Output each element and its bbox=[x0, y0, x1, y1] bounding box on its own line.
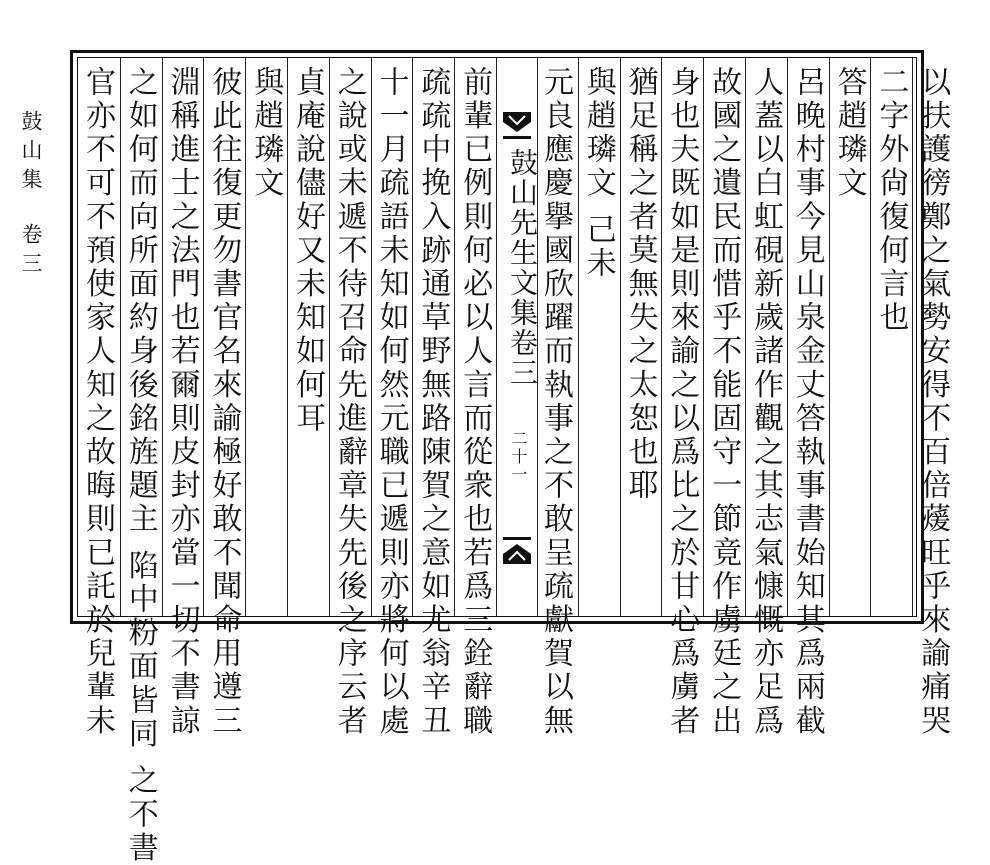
right-column bbox=[578, 58, 620, 616]
left-column bbox=[287, 58, 329, 616]
right-column bbox=[620, 58, 662, 616]
page-frame bbox=[70, 50, 951, 865]
column-text: 十一月疏語未知如何然元職已遞則亦將何以處 bbox=[373, 66, 409, 738]
column-text: 疏疏中挽入跡通草野無路陳賀之意如尤翁辛丑 bbox=[415, 66, 451, 738]
column-text: 與趙璘文 bbox=[248, 66, 284, 201]
left-column bbox=[203, 58, 245, 738]
right-column bbox=[703, 58, 745, 738]
column-text: 元良應慶擧國欣躍而執事之不敢呈疏獻賀以無 bbox=[538, 66, 573, 738]
gutter-title: 鼓山先生文集卷三 bbox=[506, 148, 539, 388]
column-text: 猶足稱之者莫無失之太恕也耶 bbox=[622, 66, 658, 503]
column-text: 身也夫既如是則來諭之以爲比之於甘心爲虜者 bbox=[664, 66, 700, 738]
right-column bbox=[661, 58, 703, 738]
right-column bbox=[787, 58, 829, 738]
column-text: 官亦不可不預使家人知之故晦則已託於兒輩未 bbox=[80, 66, 115, 738]
left-column bbox=[371, 58, 413, 738]
left-column bbox=[78, 58, 120, 738]
gutter bbox=[496, 58, 538, 616]
page-number: 二十一 bbox=[509, 430, 528, 484]
volume-title: 卷三 bbox=[19, 223, 43, 281]
column-text: 以扶護徬鄭之氣勢安得不百倍蕿旺乎來諭痛哭 bbox=[915, 66, 951, 738]
text-area bbox=[77, 57, 951, 865]
column-text: 貞庵說儘好又未知如何耳 bbox=[290, 66, 325, 436]
column-text: 與趙璘文 己未 bbox=[580, 66, 616, 281]
column-text: 之如何而向所面約身後銘旌題主 陷中粉面皆同 之不書 bbox=[122, 66, 158, 865]
book-title: 鼓山集 bbox=[19, 110, 43, 197]
column-text: 之說或未遞不待召命先進辭章失先後之序云者 bbox=[331, 66, 367, 738]
column-text: 呂晚村事今見山泉金丈答執事書始知其爲兩截 bbox=[789, 66, 825, 738]
column-text: 淵稱進士之法門也若爾則皮封亦當一切不書諒 bbox=[164, 66, 200, 738]
right-column bbox=[745, 58, 787, 738]
margin-title bbox=[8, 110, 46, 380]
column-text: 故國之遺民而惜乎不能固守一節竟作虜廷之出 bbox=[706, 66, 742, 738]
left-column bbox=[120, 58, 162, 865]
right-column bbox=[912, 58, 954, 738]
fish-tail-mark-bottom bbox=[501, 536, 533, 566]
column-text: 彼此往復更勿書官名來諭極好敢不聞命用遵三 bbox=[206, 66, 242, 738]
left-column bbox=[245, 58, 287, 616]
right-column bbox=[829, 58, 871, 616]
right-column bbox=[536, 58, 578, 738]
left-column bbox=[162, 58, 204, 738]
fish-tail-mark-top bbox=[501, 110, 533, 140]
left-column bbox=[454, 58, 496, 738]
column-text: 二字外尙復何言也 bbox=[873, 66, 909, 335]
right-column bbox=[870, 58, 912, 616]
column-text: 人蓋以白虹硯新歲諸作觀之其志氣慷慨亦足爲 bbox=[748, 66, 783, 738]
column-text: 答趙璘文 bbox=[831, 66, 867, 201]
left-column bbox=[412, 58, 454, 738]
column-text: 前輩已例則何必以人言而從衆也若爲三銓辭職 bbox=[457, 66, 493, 738]
left-column bbox=[329, 58, 371, 738]
